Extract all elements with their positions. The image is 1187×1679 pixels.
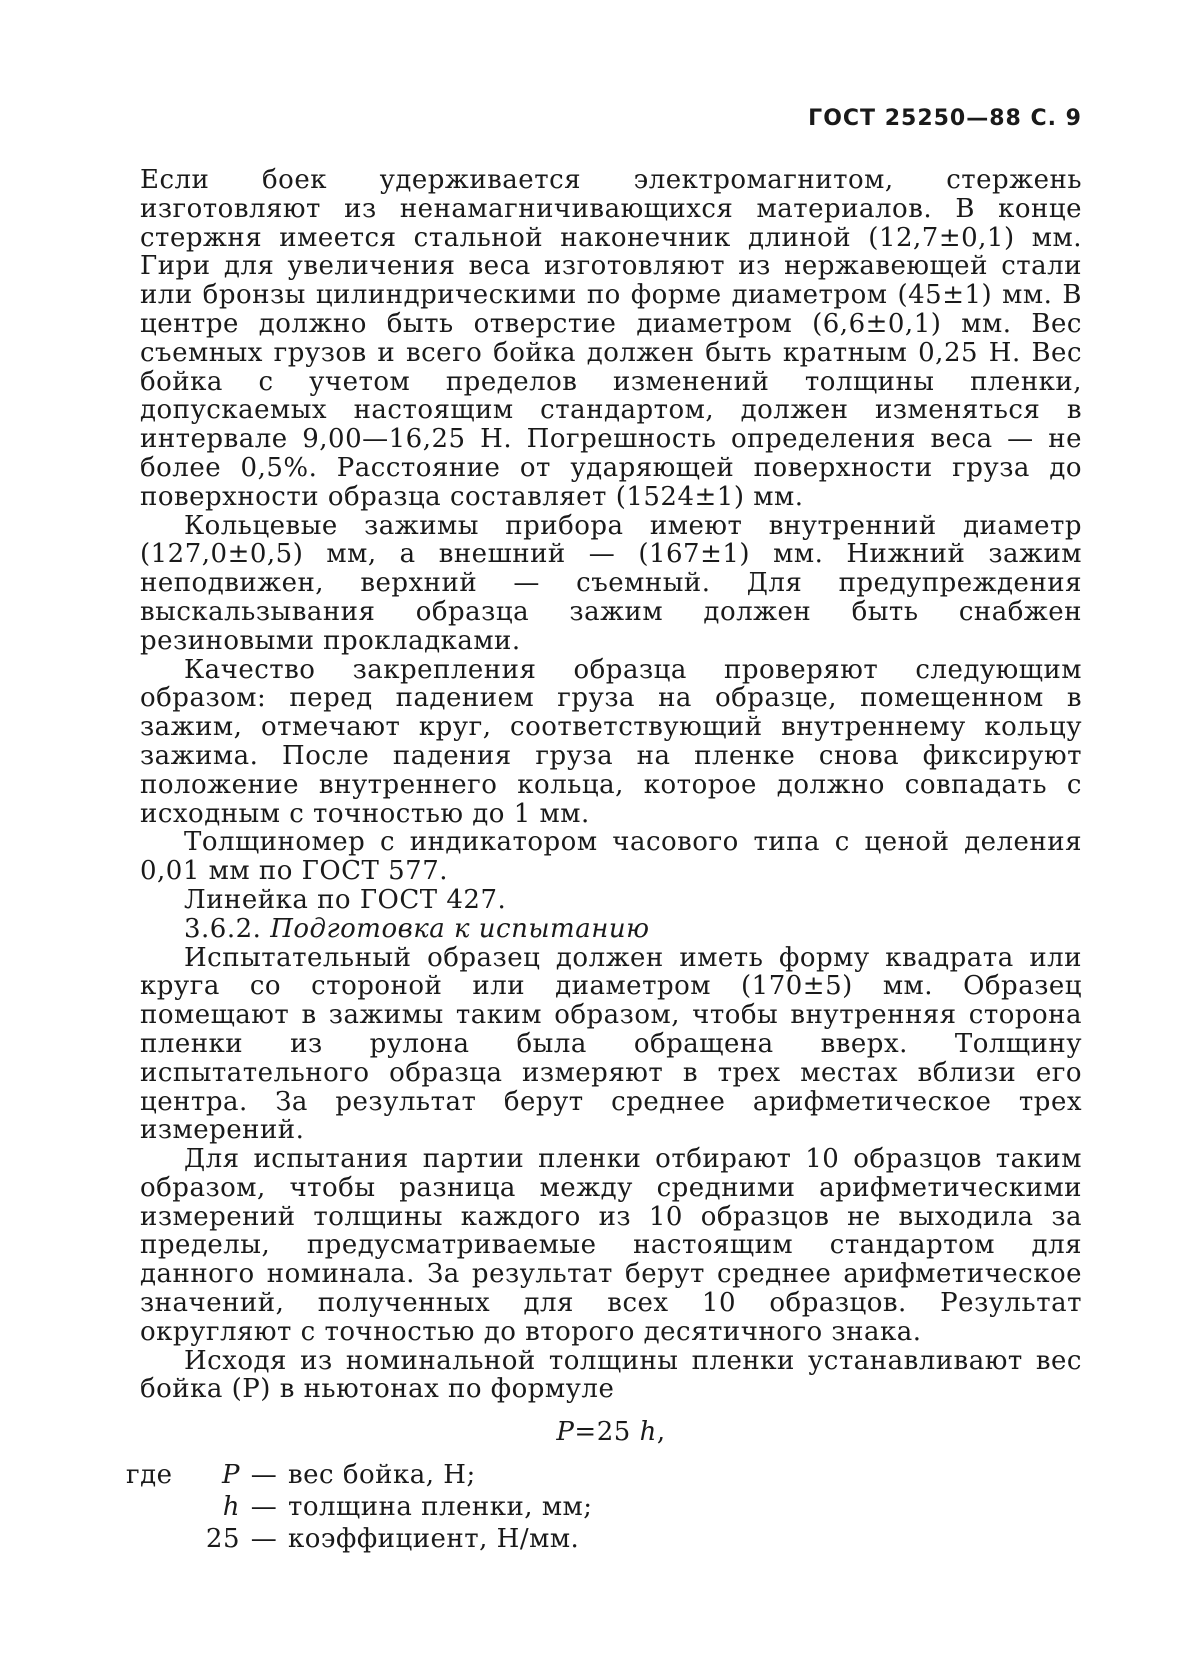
- definition-row: [126, 1491, 1082, 1523]
- definition-prefix: где: [126, 1460, 173, 1491]
- definition-text: толщина пленки, мм;: [288, 1492, 593, 1523]
- formula-definitions: [126, 1459, 1082, 1555]
- section-heading: [140, 915, 1082, 944]
- definition-dash: —: [250, 1492, 278, 1523]
- definition-row: [126, 1459, 1082, 1491]
- definition-dash: —: [250, 1524, 278, 1555]
- formula-var: h: [639, 1417, 657, 1448]
- formula-eq: =25: [574, 1417, 631, 1448]
- paragraph-formula-intro: Исходя из номинальной толщины пленки устанавливают вес бойка (P) в ньютонах по формуле: [140, 1345, 1082, 1405]
- paragraph-test-specimen: Испытательный образец должен иметь форму квадрата или круга со стороной или диаметром (170±5) мм. Образец помещают в зажимы таким образом, чтобы внутренняя сторона пленки из рулона была обращена вверх. Толщину испытательного образца измеряют в трех местах вблизи его центра. За результат берут среднее арифметическое трех измерений.: [140, 942, 1082, 1146]
- paragraph-ring-clamps: Кольцевые зажимы прибора имеют внутренний диаметр (127,0±0,5) мм, а внешний — (167±1) мм. Нижний зажим неподвижен, верхний — съемный. Для предупреждения выскальзывания образца зажим должен быть снабжен резиновыми прокладками.: [140, 510, 1082, 656]
- definition-symbol: P: [222, 1460, 240, 1491]
- definition-symbol: h: [222, 1492, 240, 1523]
- definition-dash: —: [250, 1460, 278, 1491]
- definition-symbol: 25: [205, 1524, 240, 1555]
- definition-text: вес бойка, Н;: [288, 1460, 476, 1491]
- paragraph-thickness-gauge: Толщиномер с индикатором часового типа с ценой деления 0,01 мм по ГОСТ 577.: [140, 827, 1082, 887]
- formula: [140, 1418, 1082, 1447]
- paragraph-ruler: Линейка по ГОСТ 427.: [184, 884, 507, 915]
- paragraph-striker-description: Если боек удерживается электромагнитом, стержень изготовляют из ненамагничивающихся материалов. В конце стержня имеется стальной наконечник длиной (12,7±0,1) мм. Гири для увеличения веса изготовляют из нержавеющей стали или бронзы цилиндрическими по форме диаметром (45±1) мм. В центре должно быть отверстие диаметром (6,6±0,1) мм. Вес съемных грузов и всего бойка должен быть кратным 0,25 Н. Вес бойка с учетом пределов изменений толщины пленки, допускаемых настоящим стандартом, должен изменяться в интервале 9,00—16,25 Н. Погрешность определения веса — не более 0,5%. Расстояние от ударяющей поверхности груза до поверхности образца составляет (1524±1) мм.: [140, 165, 1082, 512]
- paragraph-clamp-quality: Качество закрепления образца проверяют следующим образом: перед падением груза на образце, помещенном в зажим, отмечают круг, соответствующий внутреннему кольцу зажима. После падения груза на пленке снова фиксируют положение внутреннего кольца, которое должно совпадать с исходным с точностью до 1 мм.: [140, 654, 1082, 829]
- formula-tail: ,: [656, 1417, 666, 1448]
- section-title: Подготовка к испытанию: [270, 913, 650, 944]
- document-body: [126, 165, 1082, 1555]
- definition-row: [126, 1523, 1082, 1555]
- paragraph-batch-testing: Для испытания партии пленки отбирают 10 образцов таким образом, чтобы разница между средними арифметическими измерений толщины каждого из 10 образцов не выходила за пределы, предусматриваемые настоящим стандартом для данного номинала. За результат берут среднее арифметическое значений, полученных для всех 10 образцов. Результат округляют с точностью до второго десятичного знака.: [140, 1144, 1082, 1347]
- formula-lhs: P: [556, 1417, 575, 1448]
- section-number: 3.6.2.: [184, 913, 262, 944]
- definition-text: коэффициент, Н/мм.: [288, 1524, 580, 1555]
- page-header: ГОСТ 25250—88 С. 9: [808, 106, 1082, 131]
